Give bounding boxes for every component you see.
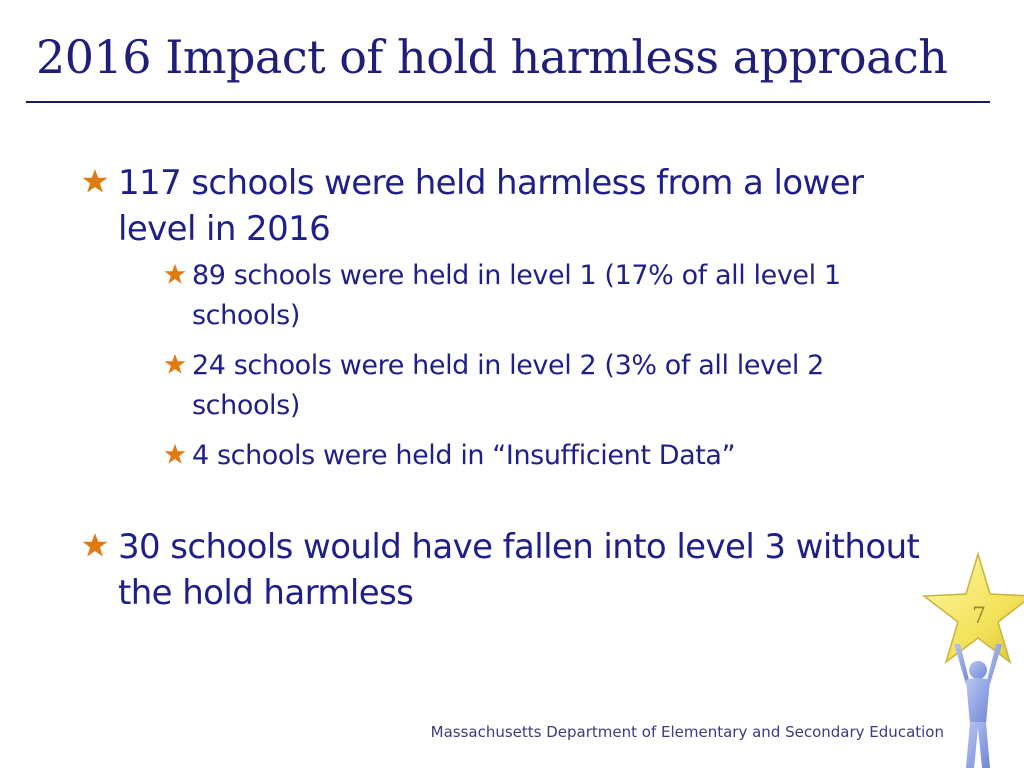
title-divider — [26, 101, 990, 103]
sub-bullet-text: 24 schools were held in level 2 (3% of all level 2 schools) — [192, 350, 824, 421]
sub-bullet-item — [164, 436, 930, 476]
page-number: 7 — [972, 604, 986, 629]
sub-bullet-item — [164, 346, 930, 426]
bullet-list — [80, 160, 930, 616]
bullet-text: 30 schools would have fallen into level 3 without the hold harmless — [118, 527, 920, 613]
bullet-text: 117 schools were held harmless from a lower level in 2016 — [118, 163, 864, 249]
star-bullet-icon — [164, 353, 186, 375]
bullet-item — [80, 160, 930, 476]
star-bullet-icon — [82, 532, 108, 558]
sub-bullet-item — [164, 256, 930, 336]
star-bullet-icon — [164, 263, 186, 285]
footer-text: Massachusetts Department of Elementary and Secondary Education — [430, 723, 944, 741]
star-bullet-icon — [82, 168, 108, 194]
sub-bullet-text: 4 schools were held in “Insufficient Data” — [192, 440, 736, 471]
sub-bullet-list — [118, 256, 930, 476]
slide-title: 2016 Impact of hold harmless approach — [36, 30, 948, 84]
bullet-item — [80, 524, 930, 616]
sub-bullet-text: 89 schools were held in level 1 (17% of all level 1 schools) — [192, 260, 841, 331]
star-bullet-icon — [164, 443, 186, 465]
